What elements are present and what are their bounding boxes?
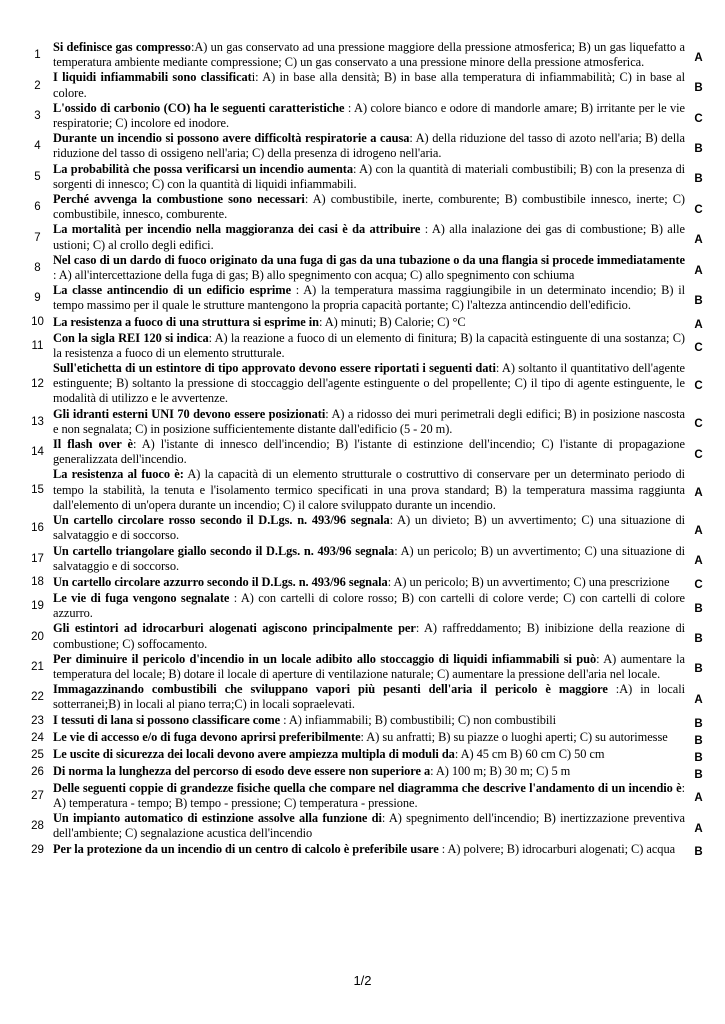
answer-options: :A) un gas conservato ad una pressione maggiore della pressione atmosferica; B) un gas liquefatto a temperatura ambiente mediante compressione; C) un gas conservato a una pressione minore della pressione atmosferica. (53, 40, 685, 70)
question-list (22, 40, 712, 858)
answer-options: : A) l'istante di innesco dell'incendio; B) l'istante di estinzione dell'incendio; C) l'istante di propagazione generalizzata dell'incendio. (53, 437, 685, 467)
answer-options: : A) raffreddamento; B) inibizione della reazione di combustione; C) soffocamento. (53, 621, 685, 651)
question-stem: Un cartello circolare rosso secondo il D.Lgs. n. 493/96 segnala (53, 513, 390, 528)
question-row (22, 652, 712, 682)
question-number: 3 (34, 110, 41, 123)
correct-answer: B (694, 602, 703, 615)
question-stem: L'ossido di carbonio (CO) ha le seguenti caratteristiche (53, 100, 345, 115)
answer-options: : A) con cartelli di colore rosso; B) con cartelli di colore verde; C) con cartelli di colore azzurro. (53, 590, 685, 621)
question-text (53, 283, 685, 313)
answer-options: : A) 45 cm B) 60 cm C) 50 cm (454, 747, 605, 762)
question-stem: Le vie di fuga vengono segnalate (53, 590, 230, 605)
question-number: 5 (34, 170, 41, 183)
correct-answer: C (694, 203, 703, 216)
correct-answer: C (694, 578, 703, 591)
question-text (53, 253, 685, 283)
question-text (53, 591, 685, 621)
question-row (22, 781, 712, 811)
answer-options: : A) temperatura - tempo; B) tempo - pressione; C) temperatura - pressione. (53, 780, 685, 810)
question-number: 6 (34, 201, 41, 214)
question-row (22, 162, 712, 192)
question-text (53, 713, 685, 728)
question-number: 27 (31, 789, 44, 802)
question-text (53, 764, 685, 779)
question-number: 18 (31, 576, 44, 589)
answer-options: : A) polvere; B) idrocarburi alogenati; C) acqua (438, 842, 676, 857)
question-number: 12 (31, 377, 44, 390)
question-text (53, 40, 685, 70)
correct-answer: B (694, 751, 703, 764)
question-row (22, 40, 712, 70)
question-number: 24 (31, 732, 44, 745)
question-stem: Gli idranti esterni UNI 70 devono essere posizionati (53, 406, 326, 421)
correct-answer: C (694, 448, 703, 461)
question-row (22, 513, 712, 543)
question-number: 17 (31, 552, 44, 565)
answer-options: : A) della riduzione del tasso di azoto nell'aria; B) della riduzione del tasso di ossigeno nell'aria; C) della presenza di idrogeno nell'aria. (53, 131, 685, 161)
question-text (53, 437, 685, 467)
correct-answer: B (694, 768, 703, 781)
question-number: 25 (31, 749, 44, 762)
question-row (22, 101, 712, 131)
question-row (22, 841, 712, 858)
correct-answer: A (694, 486, 703, 499)
question-row (22, 407, 712, 437)
question-number: 4 (34, 140, 41, 153)
answer-options: : A) 100 m; B) 30 m; C) 5 m (430, 764, 571, 779)
correct-answer: C (694, 418, 703, 431)
question-stem: La resistenza al fuoco è: (53, 467, 184, 482)
question-number: 1 (34, 49, 41, 62)
correct-answer: B (694, 663, 703, 676)
question-text (53, 222, 685, 252)
question-number: 2 (34, 79, 41, 92)
correct-answer: B (694, 734, 703, 747)
question-stem: Un cartello triangolare giallo secondo il D.Lgs. n. 493/96 segnala (53, 543, 395, 558)
question-stem: Per diminuire il pericolo d'incendio in un locale adibito allo stoccaggio di liquidi infiammabili si può (53, 651, 597, 666)
answer-options: : A) la reazione a fuoco di un elemento di finitura; B) la capacità estinguente di una sostanza; C) la resistenza a fuoco di un elemento strutturale. (53, 330, 686, 360)
question-number: 7 (34, 231, 41, 244)
correct-answer: A (694, 555, 703, 568)
question-stem: Le uscite di sicurezza dei locali devono avere ampiezza multipla di moduli da (53, 747, 455, 762)
answer-options: : A) combustibile, inerte, comburente; B) combustibile innesco, inerte; C) combustibile, innesco, comburente. (53, 192, 685, 222)
question-stem: La classe antincendio di un edificio esprime (53, 283, 292, 298)
correct-answer: A (694, 693, 703, 706)
question-stem: La probabilità che possa verificarsi un incendio aumenta (53, 161, 354, 176)
question-text (53, 331, 685, 361)
question-row (22, 253, 712, 283)
question-row (22, 467, 712, 513)
question-row (22, 283, 712, 313)
correct-answer: B (694, 633, 703, 646)
correct-answer: A (694, 792, 703, 805)
question-stem: Sull'etichetta di un estintore di tipo approvato devono essere riportati i seguenti dati (53, 361, 496, 376)
question-row (22, 747, 712, 764)
question-number: 20 (31, 630, 44, 643)
question-number: 21 (31, 660, 44, 673)
question-stem: Perché avvenga la combustione sono necessari (53, 192, 305, 207)
question-text (53, 513, 685, 543)
question-stem: La mortalità per incendio nella maggioranza dei casi è da attribuire (53, 222, 421, 237)
answer-options: : A) colore bianco e odore di mandorle amare; B) irritante per le vie respiratorie; C) incolore ed inodore. (53, 100, 685, 131)
answer-options: : A) su anfratti; B) su piazze o luoghi aperti; C) su autorimesse (360, 730, 668, 745)
answer-options: i: A) in base alla densità; B) in base alla temperatura di infiammabilità; C) in base al colore. (53, 70, 686, 100)
question-row (22, 70, 712, 100)
question-text (53, 544, 685, 574)
question-stem: Immagazzinando combustibili che sviluppano vapori più pesanti dell'aria il pericolo è maggiore (53, 682, 608, 697)
question-text (53, 315, 685, 330)
correct-answer: C (694, 380, 703, 393)
question-number: 23 (31, 715, 44, 728)
question-row (22, 192, 712, 222)
question-text (53, 162, 685, 192)
question-row (22, 811, 712, 841)
question-stem: Per la protezione da un incendio di un centro di calcolo è preferibile usare (53, 842, 439, 857)
correct-answer: A (694, 264, 703, 277)
question-stem: I liquidi infiammabili sono classificat (53, 70, 252, 85)
answer-options: :A) in locali sotterranei;B) in locali al piano terra;C) in locali sopraelevati. (53, 682, 685, 712)
question-stem: Si definisce gas compresso (53, 40, 191, 54)
question-stem: Il flash over è (53, 437, 133, 452)
question-text (53, 131, 685, 161)
answer-options: : A) all'intercettazione della fuga di gas; B) allo spegnimento con acqua; C) allo spegnimento con schiuma (53, 268, 575, 283)
question-stem: Un impianto automatico di estinzione assolve alla funzione di (53, 810, 382, 825)
answer-options: : A) un divieto; B) un avvertimento; C) una situazione di salvataggio e di soccorso. (53, 513, 685, 543)
correct-answer: A (694, 51, 703, 64)
question-text (53, 811, 685, 841)
answer-options: : A) spegnimento dell'incendio; B) inertizzazione preventiva dell'ambiente; C) segnalazione acustica dell'incendio (53, 810, 685, 841)
question-number: 26 (31, 766, 44, 779)
correct-answer: A (694, 524, 703, 537)
question-text (53, 621, 685, 651)
answer-options: : A) un pericolo; B) un avvertimento; C) una prescrizione (387, 574, 670, 589)
question-row (22, 730, 712, 747)
page-number: 1/2 (353, 973, 372, 988)
correct-answer: B (694, 142, 703, 155)
question-stem: Delle seguenti coppie di grandezze fisiche quella che compare nel diagramma che descrive l'andamento di un incendio è (53, 780, 682, 795)
question-number: 16 (31, 522, 44, 535)
question-row (22, 591, 712, 621)
question-row (22, 713, 712, 730)
question-row (22, 331, 712, 361)
answer-options: : A) minuti; B) Calorie; C) °C (318, 314, 466, 329)
correct-answer: B (694, 846, 703, 859)
question-stem: Le vie di accesso e/o di fuga devono aprirsi preferibilmente (53, 730, 361, 745)
correct-answer: C (694, 342, 703, 355)
answer-options: A) la capacità di un elemento strutturale o costruttivo di conservare per un determinato periodo di tempo la stabilità, la tenuta e l'isolamento termico specificati in una prova standard; B) la temperatura massima raggiunta dall'elemento di un'opera durante un incendio; C) il calore sviluppato durante un incendio. (53, 467, 685, 512)
correct-answer: A (694, 234, 703, 247)
correct-answer: B (694, 717, 703, 730)
question-row (22, 764, 712, 781)
question-text (53, 652, 685, 682)
question-text (53, 747, 685, 762)
question-stem: Di norma la lunghezza del percorso di esodo deve essere non superiore a (53, 764, 431, 779)
question-row (22, 544, 712, 574)
question-row (22, 437, 712, 467)
question-text (53, 730, 685, 745)
question-row (22, 361, 712, 407)
question-number: 13 (31, 415, 44, 428)
question-number: 15 (31, 484, 44, 497)
question-row (22, 131, 712, 161)
question-stem: Durante un incendio si possono avere difficoltà respiratorie a causa (53, 131, 410, 146)
question-number: 19 (31, 600, 44, 613)
correct-answer: A (694, 822, 703, 835)
question-number: 28 (31, 820, 44, 833)
question-number: 29 (31, 843, 44, 856)
question-text (53, 407, 685, 437)
correct-answer: B (694, 82, 703, 95)
answer-options: : A) soltanto il quantitativo dell'agente estinguente; B) soltanto la pressione di stoccaggio dell'agente estinguente o del propellente; C) il tipo di agente estinguente, le modalità di utilizzo e le avvertenze. (53, 361, 685, 406)
answer-options: : A) a ridosso dei muri perimetrali degli edifici; B) in posizione nascosta e non segnalata; C) in posizione sufficientemente distante dall'edificio (5 - 20 m). (53, 406, 685, 436)
answer-options: : A) la temperatura massima raggiungibile in un determinato incendio; B) il tempo massimo per il quale le strutture mantengono la propria capacità portante; C) l'altezza antincendio dell'edificio. (53, 283, 685, 313)
question-row (22, 574, 712, 591)
question-text (53, 682, 685, 712)
question-number: 14 (31, 446, 44, 459)
question-row (22, 621, 712, 651)
question-text (53, 70, 685, 100)
question-text (53, 575, 685, 590)
question-text (53, 467, 685, 513)
question-text (53, 101, 685, 131)
question-text (53, 361, 685, 407)
question-row (22, 314, 712, 331)
question-row (22, 222, 712, 252)
correct-answer: C (694, 112, 703, 125)
question-row (22, 682, 712, 712)
question-stem: Nel caso di un dardo di fuoco originato da una fuga di gas da una tubazione o da una flangia si procede immediatamente (53, 252, 685, 267)
question-number: 10 (31, 316, 44, 329)
answer-options: : A) un pericolo; B) un avvertimento; C) una situazione di salvataggio e di soccorso. (53, 543, 685, 573)
answer-options: : A) con la quantità di materiali combustibili; B) con la presenza di sorgenti di innesco; C) con la quantità di liquidi infiammabili. (53, 161, 685, 191)
correct-answer: B (694, 173, 703, 186)
question-stem: Un cartello circolare azzurro secondo il D.Lgs. n. 493/96 segnala (53, 574, 388, 589)
correct-answer: B (694, 294, 703, 307)
question-text (53, 842, 685, 857)
question-number: 8 (34, 262, 41, 275)
question-stem: I tessuti di lana si possono classificare come (53, 713, 281, 728)
question-number: 11 (31, 339, 44, 352)
question-stem: Con la sigla REI 120 si indica (53, 330, 209, 345)
correct-answer: A (694, 318, 703, 331)
question-number: 9 (34, 292, 41, 305)
question-number: 22 (31, 691, 44, 704)
question-text (53, 192, 685, 222)
answer-options: : A) infiammabili; B) combustibili; C) non combustibili (280, 713, 557, 728)
question-stem: La resistenza a fuoco di una struttura si esprime in (53, 314, 319, 329)
question-text (53, 781, 685, 811)
question-stem: Gli estintori ad idrocarburi alogenati agiscono principalmente per (53, 621, 416, 636)
answer-options: : A) alla inalazione dei gas di combustione; B) alle ustioni; C) al crollo degli edifici. (53, 222, 685, 252)
answer-options: : A) aumentare la temperatura del locale; B) dotare il locale di aperture di ventilazione naturale; C) aumentare la pressione dell'aria nel locale. (53, 651, 685, 681)
